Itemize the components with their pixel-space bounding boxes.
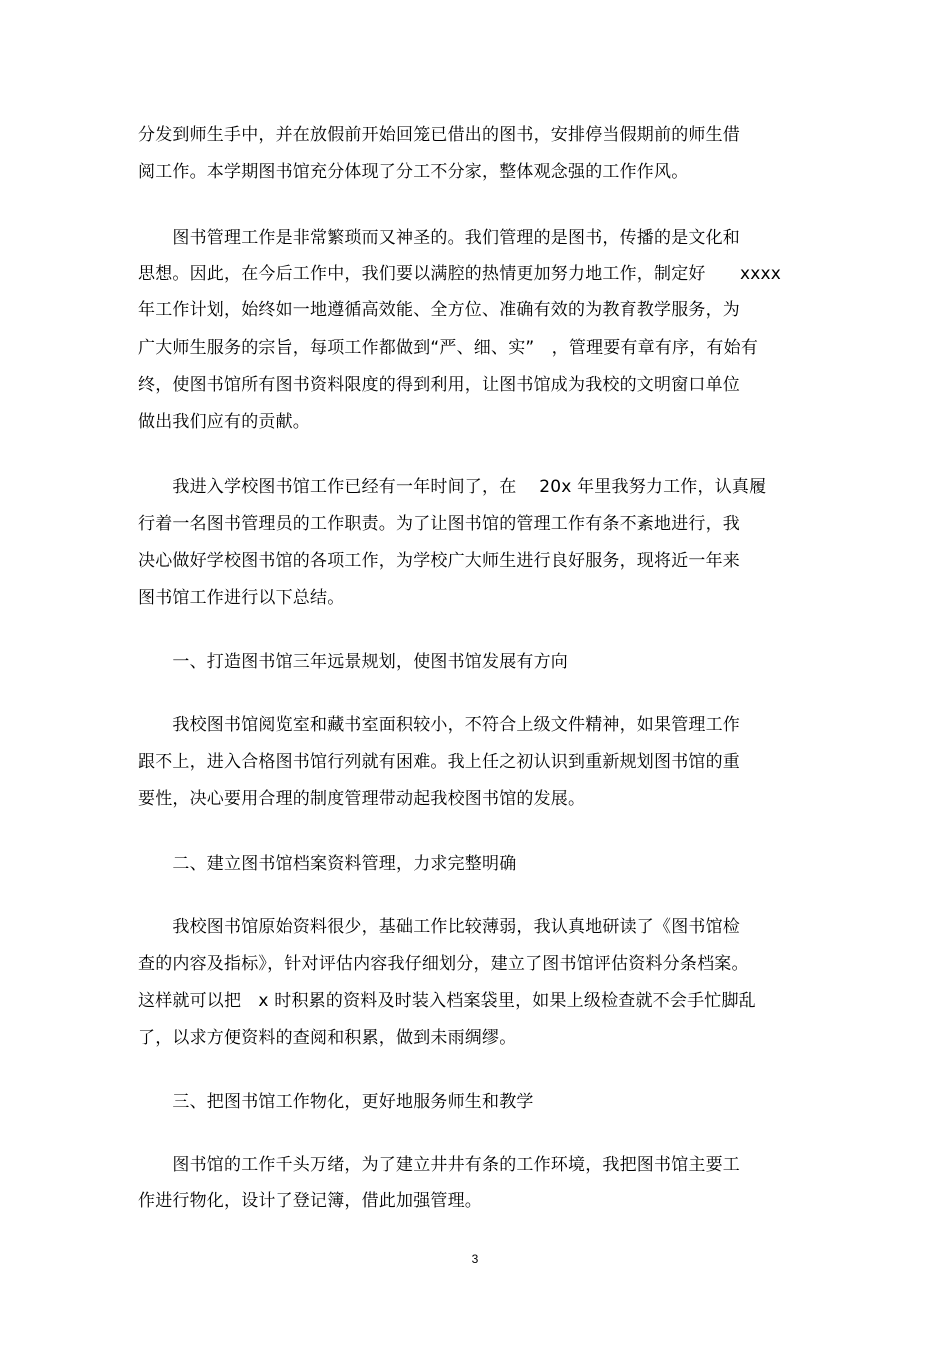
text-line: 我校图书馆阅览室和藏书室面积较小，不符合上级文件精神，如果管理工作 xyxy=(138,715,740,735)
text-line: 年工作计划，始终如一地遵循高效能、全方位、准确有效的为教育教学服务，为 xyxy=(138,300,740,320)
text-line: 图书馆的工作千头万绪，为了建立井井有条的工作环境，我把图书馆主要工 xyxy=(138,1155,740,1175)
text-line: 了，以求方便资料的查阅和积累，做到未雨绸缪。 xyxy=(138,1028,517,1048)
section-heading: 三、把图书馆工作物化，更好地服务师生和教学 xyxy=(138,1092,534,1112)
text-line: 我进入学校图书馆工作已经有一年时间了，在 20x 年里我努力工作，认真履 xyxy=(138,477,767,497)
text-line: 广大师生服务的宗旨，每项工作都做到“严、细、实” ，管理要有章有序，有始有 xyxy=(138,338,759,358)
text-line: 分发到师生手中，并在放假前开始回笼已借出的图书，安排停当假期前的师生借 xyxy=(138,125,740,145)
text-line: 要性，决心要用合理的制度管理带动起我校图书馆的发展。 xyxy=(138,789,586,809)
text-line: 图书管理工作是非常繁琐而又神圣的。我们管理的是图书，传播的是文化和 xyxy=(138,228,740,248)
text-line: 跟不上，进入合格图书馆行列就有困难。我上任之初认识到重新规划图书馆的重 xyxy=(138,752,740,772)
text-line: 我校图书馆原始资料很少，基础工作比较薄弱，我认真地研读了《图书馆检 xyxy=(138,917,740,937)
text-line: 图书馆工作进行以下总结。 xyxy=(138,588,345,608)
text-line: 行着一名图书管理员的工作职责。为了让图书馆的管理工作有条不紊地进行，我 xyxy=(138,514,740,534)
section-heading: 二、建立图书馆档案资料管理，力求完整明确 xyxy=(138,854,517,874)
text-line: 思想。因此，在今后工作中，我们要以满腔的热情更加努力地工作，制定好 xxxx xyxy=(138,264,782,284)
text-line: 查的内容及指标》，针对评估内容我仔细划分，建立了图书馆评估资料分条档案。 xyxy=(138,954,749,974)
text-line: 这样就可以把 x 时积累的资料及时装入档案袋里，如果上级检查就不会手忙脚乱 xyxy=(138,991,756,1011)
text-line: 阅工作。本学期图书馆充分体现了分工不分家，整体观念强的工作作风。 xyxy=(138,162,689,182)
text-line: 终，使图书馆所有图书资料限度的得到利用，让图书馆成为我校的文明窗口单位 xyxy=(138,375,740,395)
text-line: 决心做好学校图书馆的各项工作，为学校广大师生进行良好服务，现将近一年来 xyxy=(138,551,740,571)
page-number: 3 xyxy=(471,1252,479,1266)
text-line: 做出我们应有的贡献。 xyxy=(138,412,310,432)
text-line: 作进行物化，设计了登记簿，借此加强管理。 xyxy=(138,1191,482,1211)
section-heading: 一、打造图书馆三年远景规划，使图书馆发展有方向 xyxy=(138,652,568,672)
